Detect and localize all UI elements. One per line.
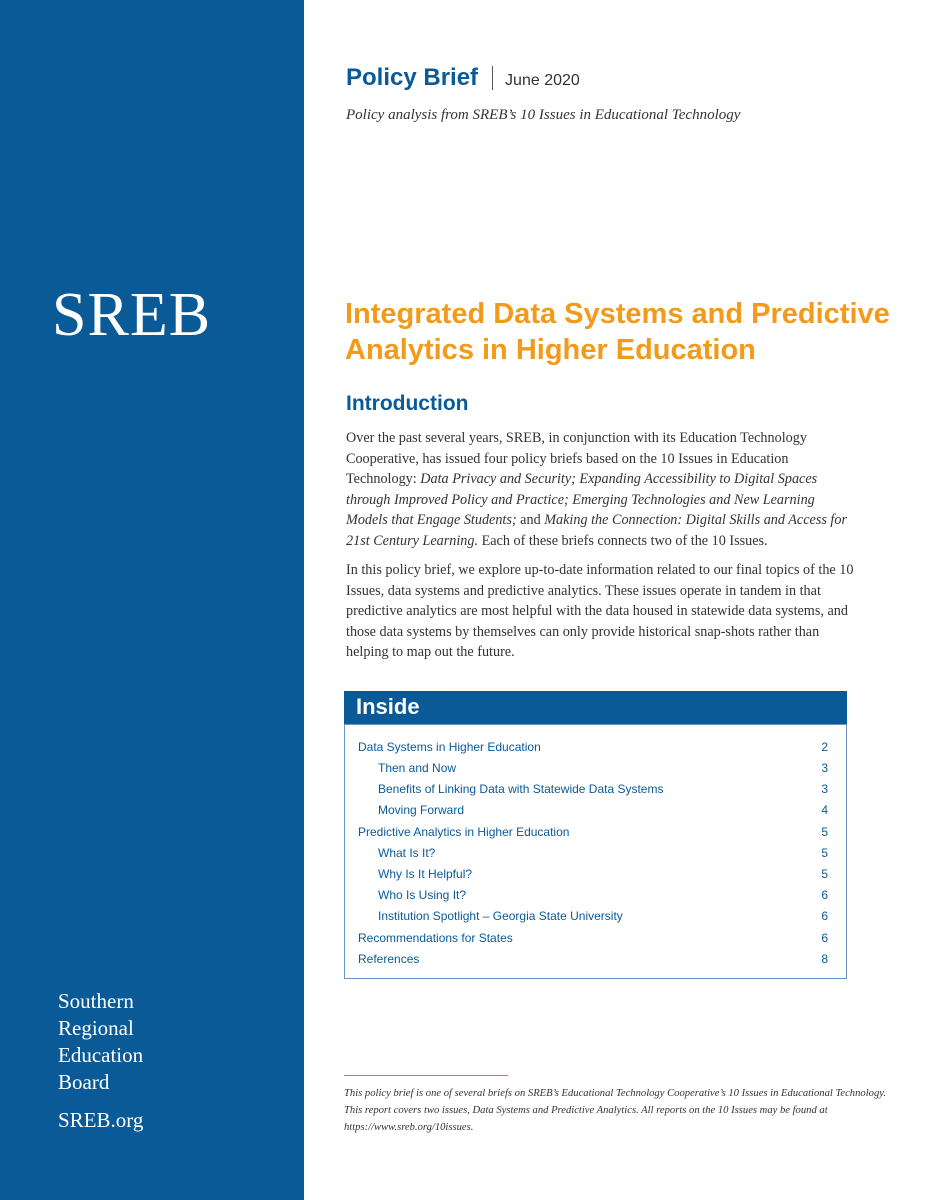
org-line: Board xyxy=(58,1070,110,1094)
toc-page: 5 xyxy=(821,825,828,839)
table-of-contents xyxy=(344,724,847,979)
org-line: Southern xyxy=(58,989,134,1013)
toc-item[interactable] xyxy=(378,782,828,800)
p1-titles-b: Making the Connection: Digital Skills and Access for 21st Century Learning. xyxy=(346,512,847,549)
toc-label: Who Is Using It? xyxy=(378,888,467,902)
toc-page: 6 xyxy=(821,909,828,923)
header-divider xyxy=(492,66,493,90)
toc-label: References xyxy=(358,952,420,966)
toc-page: 4 xyxy=(821,803,828,817)
toc-page: 5 xyxy=(821,846,828,860)
toc-page: 3 xyxy=(821,761,828,775)
inside-heading: Inside xyxy=(344,691,847,724)
p1-titles-a: Data Privacy and Security; Expanding Accessibility to Digital Spaces through Improved Policy and Practice; Emerging Technologies and New Learning Models that Engage Students; xyxy=(346,471,818,529)
toc-page: 6 xyxy=(821,931,828,945)
toc-label: Then and Now xyxy=(378,761,457,775)
brief-date: June 2020 xyxy=(505,72,580,89)
site-link[interactable]: SREB.org xyxy=(58,1108,144,1132)
toc-label: Institution Spotlight – Georgia State University xyxy=(378,909,623,923)
p1-text-c: and xyxy=(516,512,545,529)
footnote-rule xyxy=(344,1075,508,1076)
intro-heading: Introduction xyxy=(346,392,469,415)
footnote: This policy brief is one of several briefs on SREB’s Educational Technology Cooperative’s 10 Issues in Educational Technology. This report covers two issues, Data Systems and Predictive Analytics. All reports on the 10 Issues may be found at https://www.sreb.org/10issues. xyxy=(344,1088,887,1133)
toc-item[interactable] xyxy=(378,803,828,821)
intro-paragraph-1 xyxy=(346,428,856,552)
brief-type: Policy Brief xyxy=(346,64,479,91)
sreb-logo: SREB xyxy=(52,281,212,349)
organization-name xyxy=(58,988,143,1096)
toc-item[interactable] xyxy=(378,888,828,906)
toc-item[interactable] xyxy=(358,952,828,970)
toc-label: Data Systems in Higher Education xyxy=(358,740,541,754)
page-title: Integrated Data Systems and Predictive Analytics in Higher Education xyxy=(345,298,890,366)
toc-item[interactable] xyxy=(378,761,828,779)
toc-item[interactable] xyxy=(378,867,828,885)
toc-page: 6 xyxy=(821,888,828,902)
toc-label: What Is It? xyxy=(378,846,436,860)
toc-label: Recommendations for States xyxy=(358,931,513,945)
p1-text-a: Over the past several years, SREB, in conjunction with its Education Technology Cooperative, has issued four policy briefs based on the 10 Issues in Education Technology: xyxy=(346,430,807,488)
sidebar xyxy=(0,0,304,1200)
toc-item[interactable] xyxy=(358,825,828,843)
toc-label: Why Is It Helpful? xyxy=(378,867,473,881)
toc-item[interactable] xyxy=(378,909,828,927)
toc-item[interactable] xyxy=(358,740,828,758)
toc-page: 8 xyxy=(821,952,828,966)
toc-label: Moving Forward xyxy=(378,803,465,817)
intro-paragraph-2: In this policy brief, we explore up-to-date information related to our final topics of the 10 Issues, data systems and predictive analytics. These issues operate in tandem in that predictive analytics are most helpful with the data housed in statewide data systems, and those data systems by themselves can only provide historical snap-shots rather than helping to map out the future. xyxy=(346,562,854,661)
toc-label: Benefits of Linking Data with Statewide Data Systems xyxy=(378,782,664,796)
brief-header xyxy=(346,64,580,92)
p1-text-e: Each of these briefs connects two of the 10 Issues. xyxy=(478,532,768,549)
toc-page: 2 xyxy=(821,740,828,754)
org-line: Regional xyxy=(58,1016,134,1040)
toc-item[interactable] xyxy=(378,846,828,864)
toc-page: 3 xyxy=(821,782,828,796)
tagline: Policy analysis from SREB’s 10 Issues in Educational Technology xyxy=(346,107,741,123)
toc-label: Predictive Analytics in Higher Education xyxy=(358,825,570,839)
org-line: Education xyxy=(58,1043,144,1067)
toc-page: 5 xyxy=(821,867,828,881)
toc-item[interactable] xyxy=(358,931,828,949)
